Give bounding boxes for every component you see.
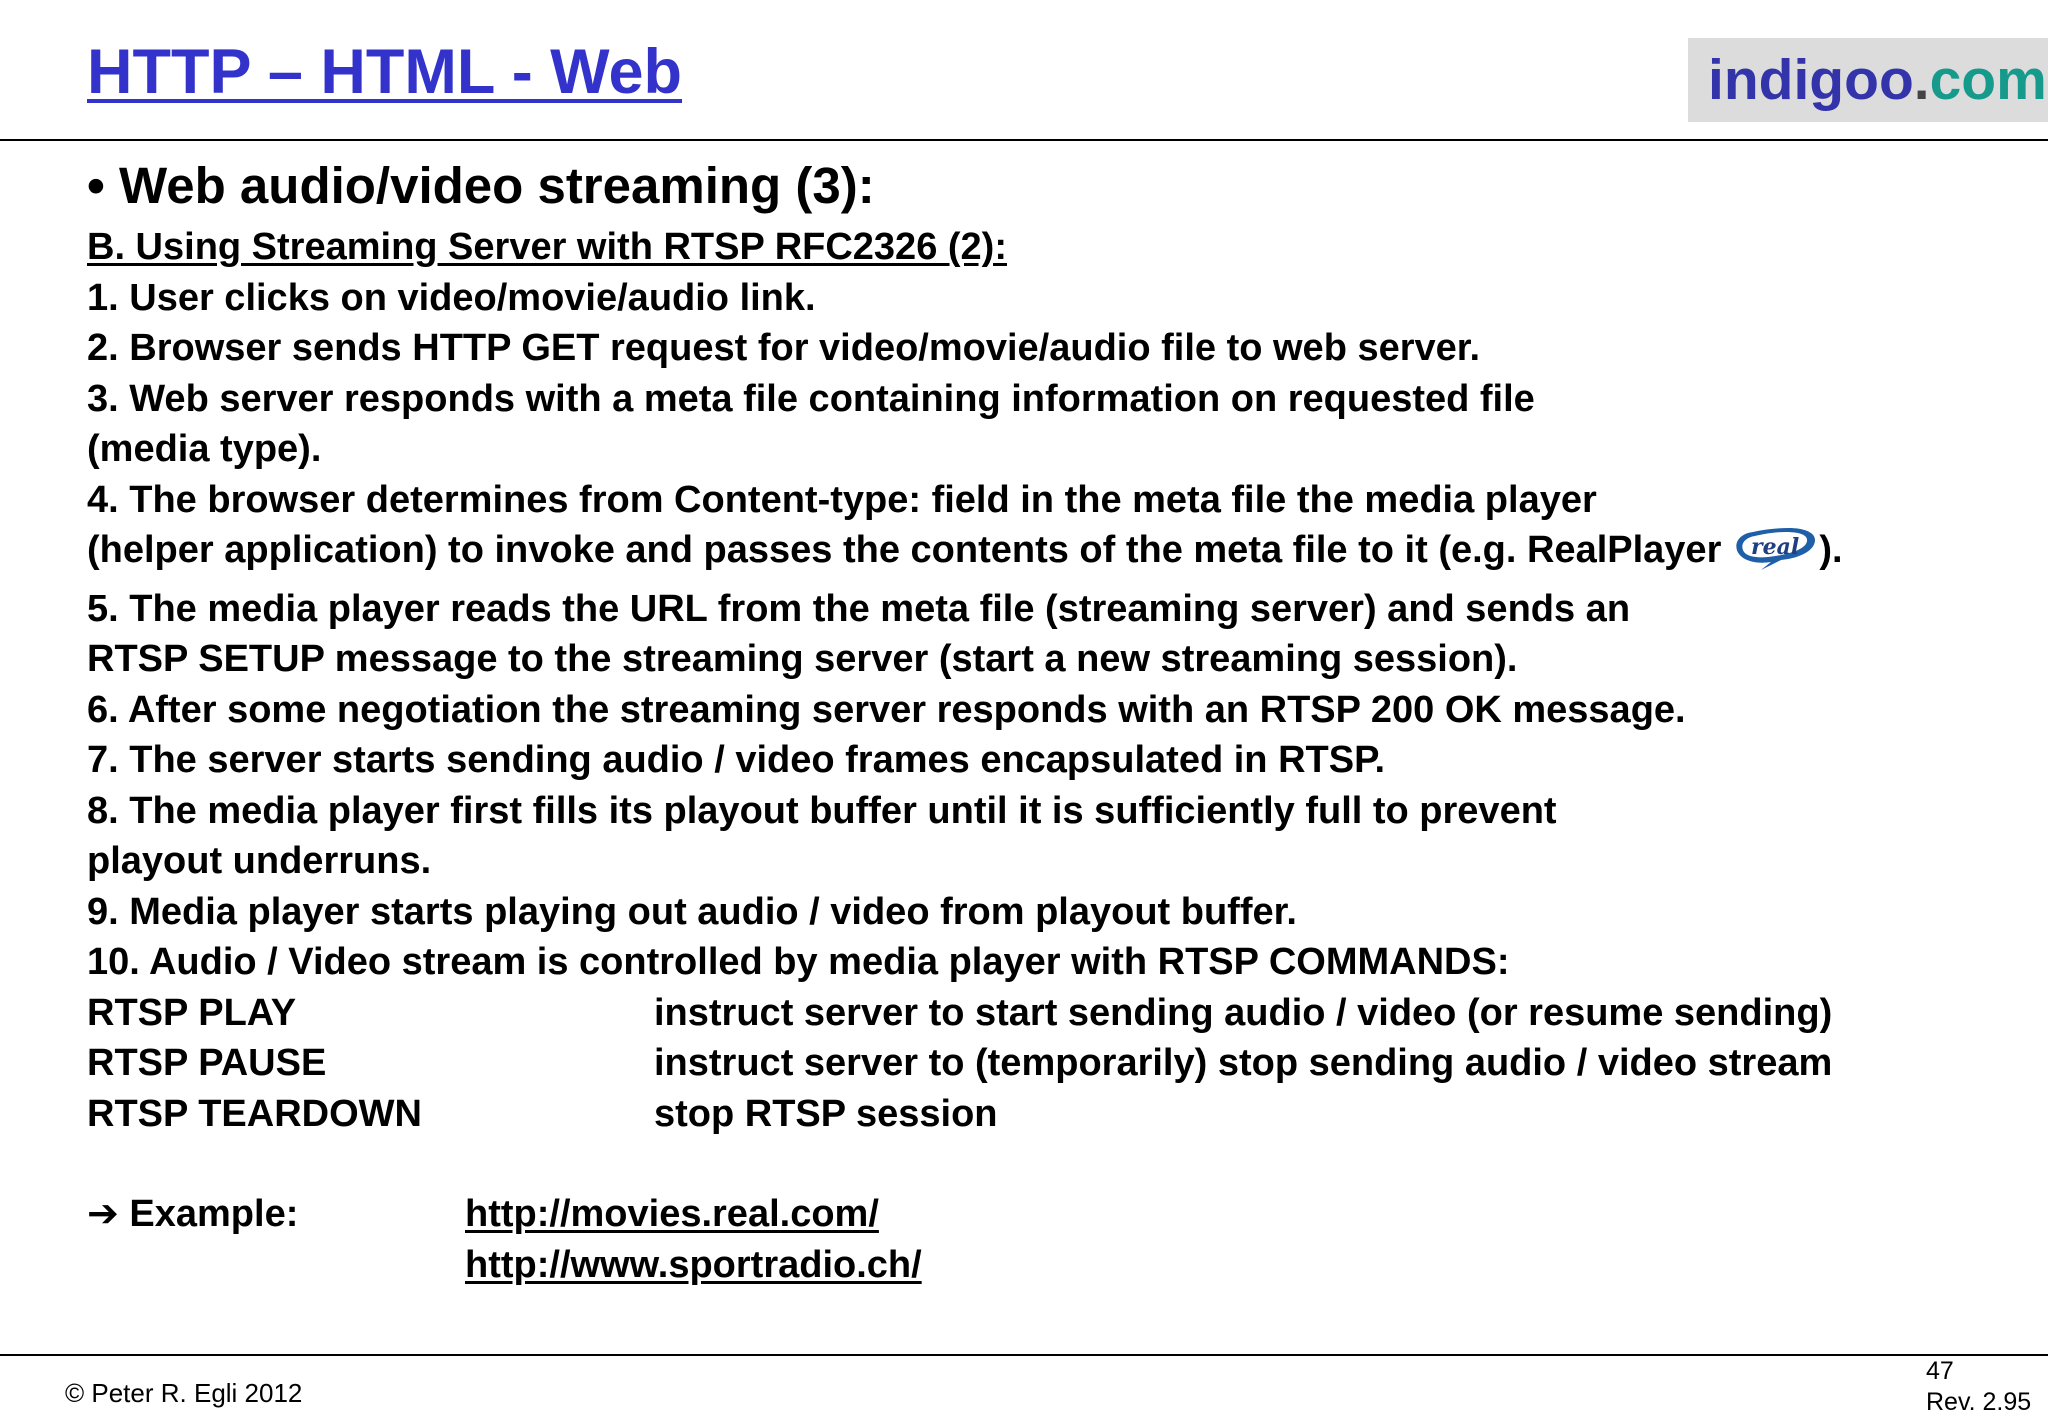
indigoo-logo [1688, 38, 2048, 122]
step-line-text: (helper application) to invoke and passes the contents of the meta file to it (e.g. RealPlayer [87, 529, 1722, 571]
step-line: (media type). [87, 428, 322, 470]
logo-text-com: com [1929, 48, 2047, 112]
section-subheading: B. Using Streaming Server with RTSP RFC2326 (2): [87, 226, 1007, 268]
step-line: 4. The browser determines from Content-type: field in the meta file the media player [87, 478, 1597, 521]
page-title: HTTP – HTML - Web [87, 37, 683, 107]
copyright: © Peter R. Egli 2012 [65, 1378, 303, 1408]
link-movies-real[interactable]: http://movies.real.com/ [465, 1193, 879, 1235]
step-line: playout underruns. [87, 840, 432, 882]
realplayer-logo-text: real [1751, 534, 1800, 560]
command-description: stop RTSP session [654, 1092, 998, 1135]
command-row [87, 988, 2037, 1039]
step-line: 8. The media player first fills its playout buffer until it is sufficiently full to prevent [87, 789, 1557, 832]
step-line: 7. The server starts sending audio / video frames encapsulated in RTSP. [87, 739, 1386, 781]
spacer [87, 1139, 2037, 1189]
page-number: 47 [1926, 1357, 1954, 1385]
footer-divider [0, 1354, 2048, 1356]
arrow-right-icon: ➔ [87, 1193, 119, 1235]
header-divider [0, 139, 2048, 141]
step-line: 2. Browser sends HTTP GET request for video/movie/audio file to web server. [87, 327, 1481, 369]
command-name: RTSP PAUSE [87, 1042, 327, 1084]
step-line: 9. Media player starts playing out audio / video from playout buffer. [87, 890, 1297, 933]
section-heading: • Web audio/video streaming (3): [87, 157, 875, 214]
step-line: 3. Web server responds with a meta file containing information on requested file [87, 377, 1535, 420]
step-line: 5. The media player reads the URL from the meta file (streaming server) and sends an [87, 587, 1631, 630]
step-line-suffix: ). [1819, 529, 1843, 571]
command-name: RTSP TEARDOWN [87, 1092, 422, 1135]
command-row [87, 1038, 2037, 1089]
example-links [465, 1189, 922, 1290]
step-line: 6. After some negotiation the streaming server responds with an RTSP 200 OK message. [87, 688, 1686, 731]
step-line-with-logo [87, 525, 2037, 584]
slide-content [87, 150, 2037, 1290]
realplayer-logo-icon [1731, 526, 1819, 584]
example-row [87, 1189, 2037, 1290]
command-description: instruct server to start sending audio / video (or resume sending) [654, 991, 1833, 1034]
logo-text-indigoo: indigoo [1708, 48, 1914, 112]
step-line: RTSP SETUP message to the streaming server (start a new streaming session). [87, 638, 1518, 680]
command-description: instruct server to (temporarily) stop sending audio / video stream [654, 1042, 1833, 1084]
command-row [87, 1089, 2037, 1140]
step-line: 10. Audio / Video stream is controlled by media player with RTSP COMMANDS: [87, 941, 1510, 983]
revision: Rev. 2.95 [1926, 1388, 2032, 1416]
step-line: 1. User clicks on video/movie/audio link. [87, 276, 816, 319]
command-name: RTSP PLAY [87, 991, 297, 1034]
link-sportradio[interactable]: http://www.sportradio.ch/ [465, 1243, 922, 1286]
page-info [1926, 1356, 2031, 1418]
logo-text-dot: . [1913, 48, 1930, 112]
example-label: Example: [129, 1193, 299, 1235]
example-label-group [87, 1189, 465, 1290]
